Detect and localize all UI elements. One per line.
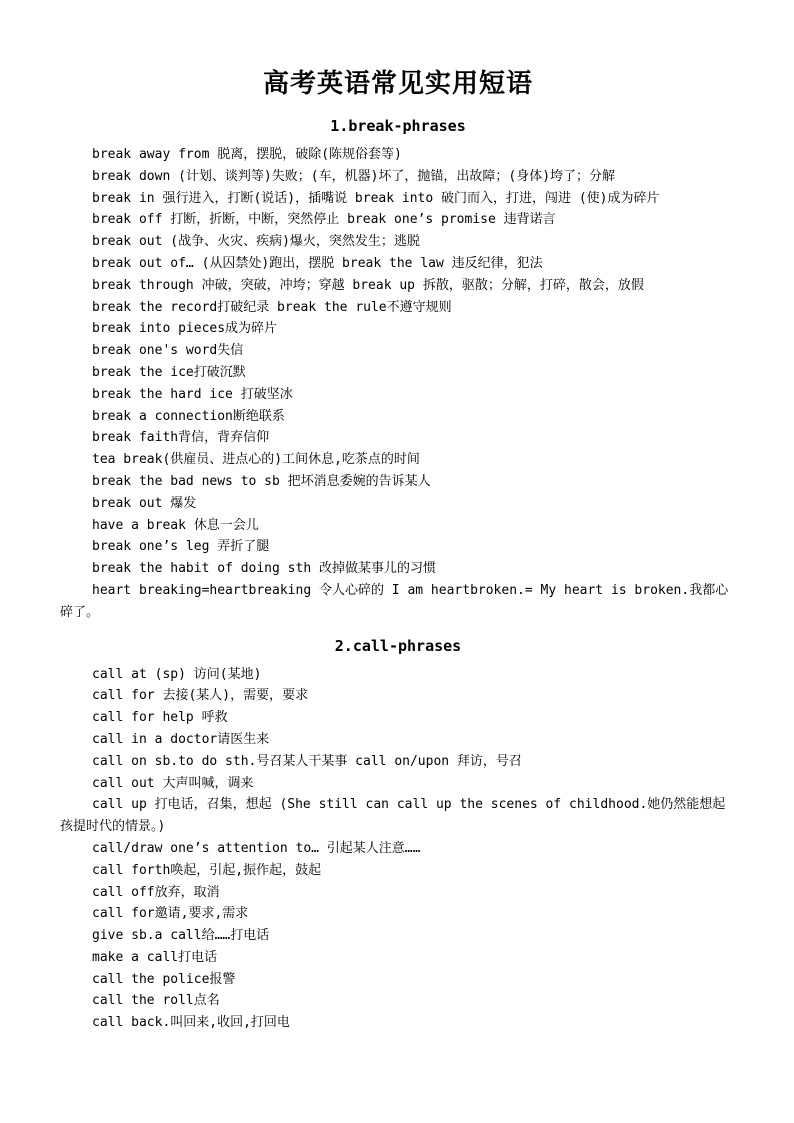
phrase-item: break down (计划、谈判等)失败；(车，机器)坏了，抛锚，出故障；(身体)垮了；分解 — [92, 168, 616, 184]
phrase-item: call/draw one’s attention to… 引起某人注意…… — [92, 840, 421, 856]
phrase-list — [60, 664, 736, 1035]
section-heading: 1.break-phrases — [330, 117, 466, 135]
phrase-item: make a call打电话 — [92, 949, 218, 965]
document-title: 高考英语常见实用短语 — [262, 69, 533, 99]
phrase-item: break away from 脱离，摆脱，破除(陈规俗套等) — [92, 147, 402, 162]
phrase-item: call up 打电话，召集，想起 (She still can call up the scenes of childhood.她仍然能想起孩提时代的情景。) — [60, 797, 726, 835]
phrase-item: heart breaking=heartbreaking 令人心碎的 I am heartbroken.= My heart is broken.我都心碎了。 — [60, 582, 729, 620]
phrase-item: break the hard ice 打破坚冰 — [92, 386, 293, 402]
phrase-item: break the bad news to sb 把坏消息委婉的告诉某人 — [92, 473, 431, 489]
phrase-item: call off放弃，取消 — [92, 884, 220, 900]
phrase-item: call in a doctor请医生来 — [92, 731, 270, 747]
phrase-item: break into pieces成为碎片 — [92, 321, 278, 337]
phrase-item: call for 去接(某人)，需要，要求 — [92, 688, 309, 704]
phrase-item: break one's word失信 — [92, 343, 244, 359]
phrase-list — [60, 144, 736, 624]
document-page — [60, 60, 736, 1034]
phrase-item: call out 大声叫喊，调来 — [92, 775, 254, 791]
phrase-item: call the police报警 — [92, 971, 236, 987]
phrase-item: break a connection断绝联系 — [92, 408, 285, 424]
phrase-item: tea break(供雇员、进点心的)工间休息,吃茶点的时间 — [92, 452, 420, 468]
section-heading: 2.call-phrases — [334, 636, 462, 655]
phrase-item: call at (sp) 访问(某地) — [92, 666, 262, 682]
phrase-item: call back.叫回来,收回,打回电 — [92, 1015, 290, 1031]
phrase-item: break through 冲破，突破，冲垮；穿越 break up 拆散，驱散；分解，打碎，散会，放假 — [92, 277, 644, 293]
phrase-item: call on sb.to do sth.号召某人干某事 call on/upon 拜访，号召 — [92, 753, 522, 769]
phrase-item: have a break 休息一会儿 — [92, 517, 259, 533]
phrase-item: break one’s leg 弄折了腿 — [92, 539, 270, 555]
phrase-item: break in 强行进入，打断(说话)，插嘴说 break into 破门而入，打进，闯进 (使)成为碎片 — [92, 190, 660, 206]
phrase-item: give sb.a call给……打电话 — [92, 928, 270, 944]
phrase-item: call for邀请,要求,需求 — [92, 906, 249, 922]
phrase-item: break the habit of doing sth 改掉做某事儿的习惯 — [92, 561, 436, 577]
section-call-phrases — [60, 634, 736, 1035]
phrase-item: break out 爆发 — [92, 495, 197, 511]
phrase-item: break the ice打破沉默 — [92, 364, 246, 380]
phrase-item: call for help 呼救 — [92, 710, 228, 726]
phrase-item: break off 打断，折断，中断，突然停止 break one’s promise 违背诺言 — [92, 212, 556, 228]
phrase-item: break out (战争、火灾、疾病)爆火，突然发生；逃脱 — [92, 234, 420, 250]
section-break-phrases — [60, 114, 736, 624]
phrase-item: break the record打破纪录 break the rule不遵守规则 — [92, 299, 452, 315]
phrase-item: break faith背信，背弃信仰 — [92, 430, 270, 446]
phrase-item: break out of… (从囚禁处)跑出，摆脱 break the law 违反纪律，犯法 — [92, 255, 543, 271]
phrase-item: call the roll点名 — [92, 993, 220, 1009]
phrase-item: call forth唤起，引起,振作起，鼓起 — [92, 862, 322, 878]
